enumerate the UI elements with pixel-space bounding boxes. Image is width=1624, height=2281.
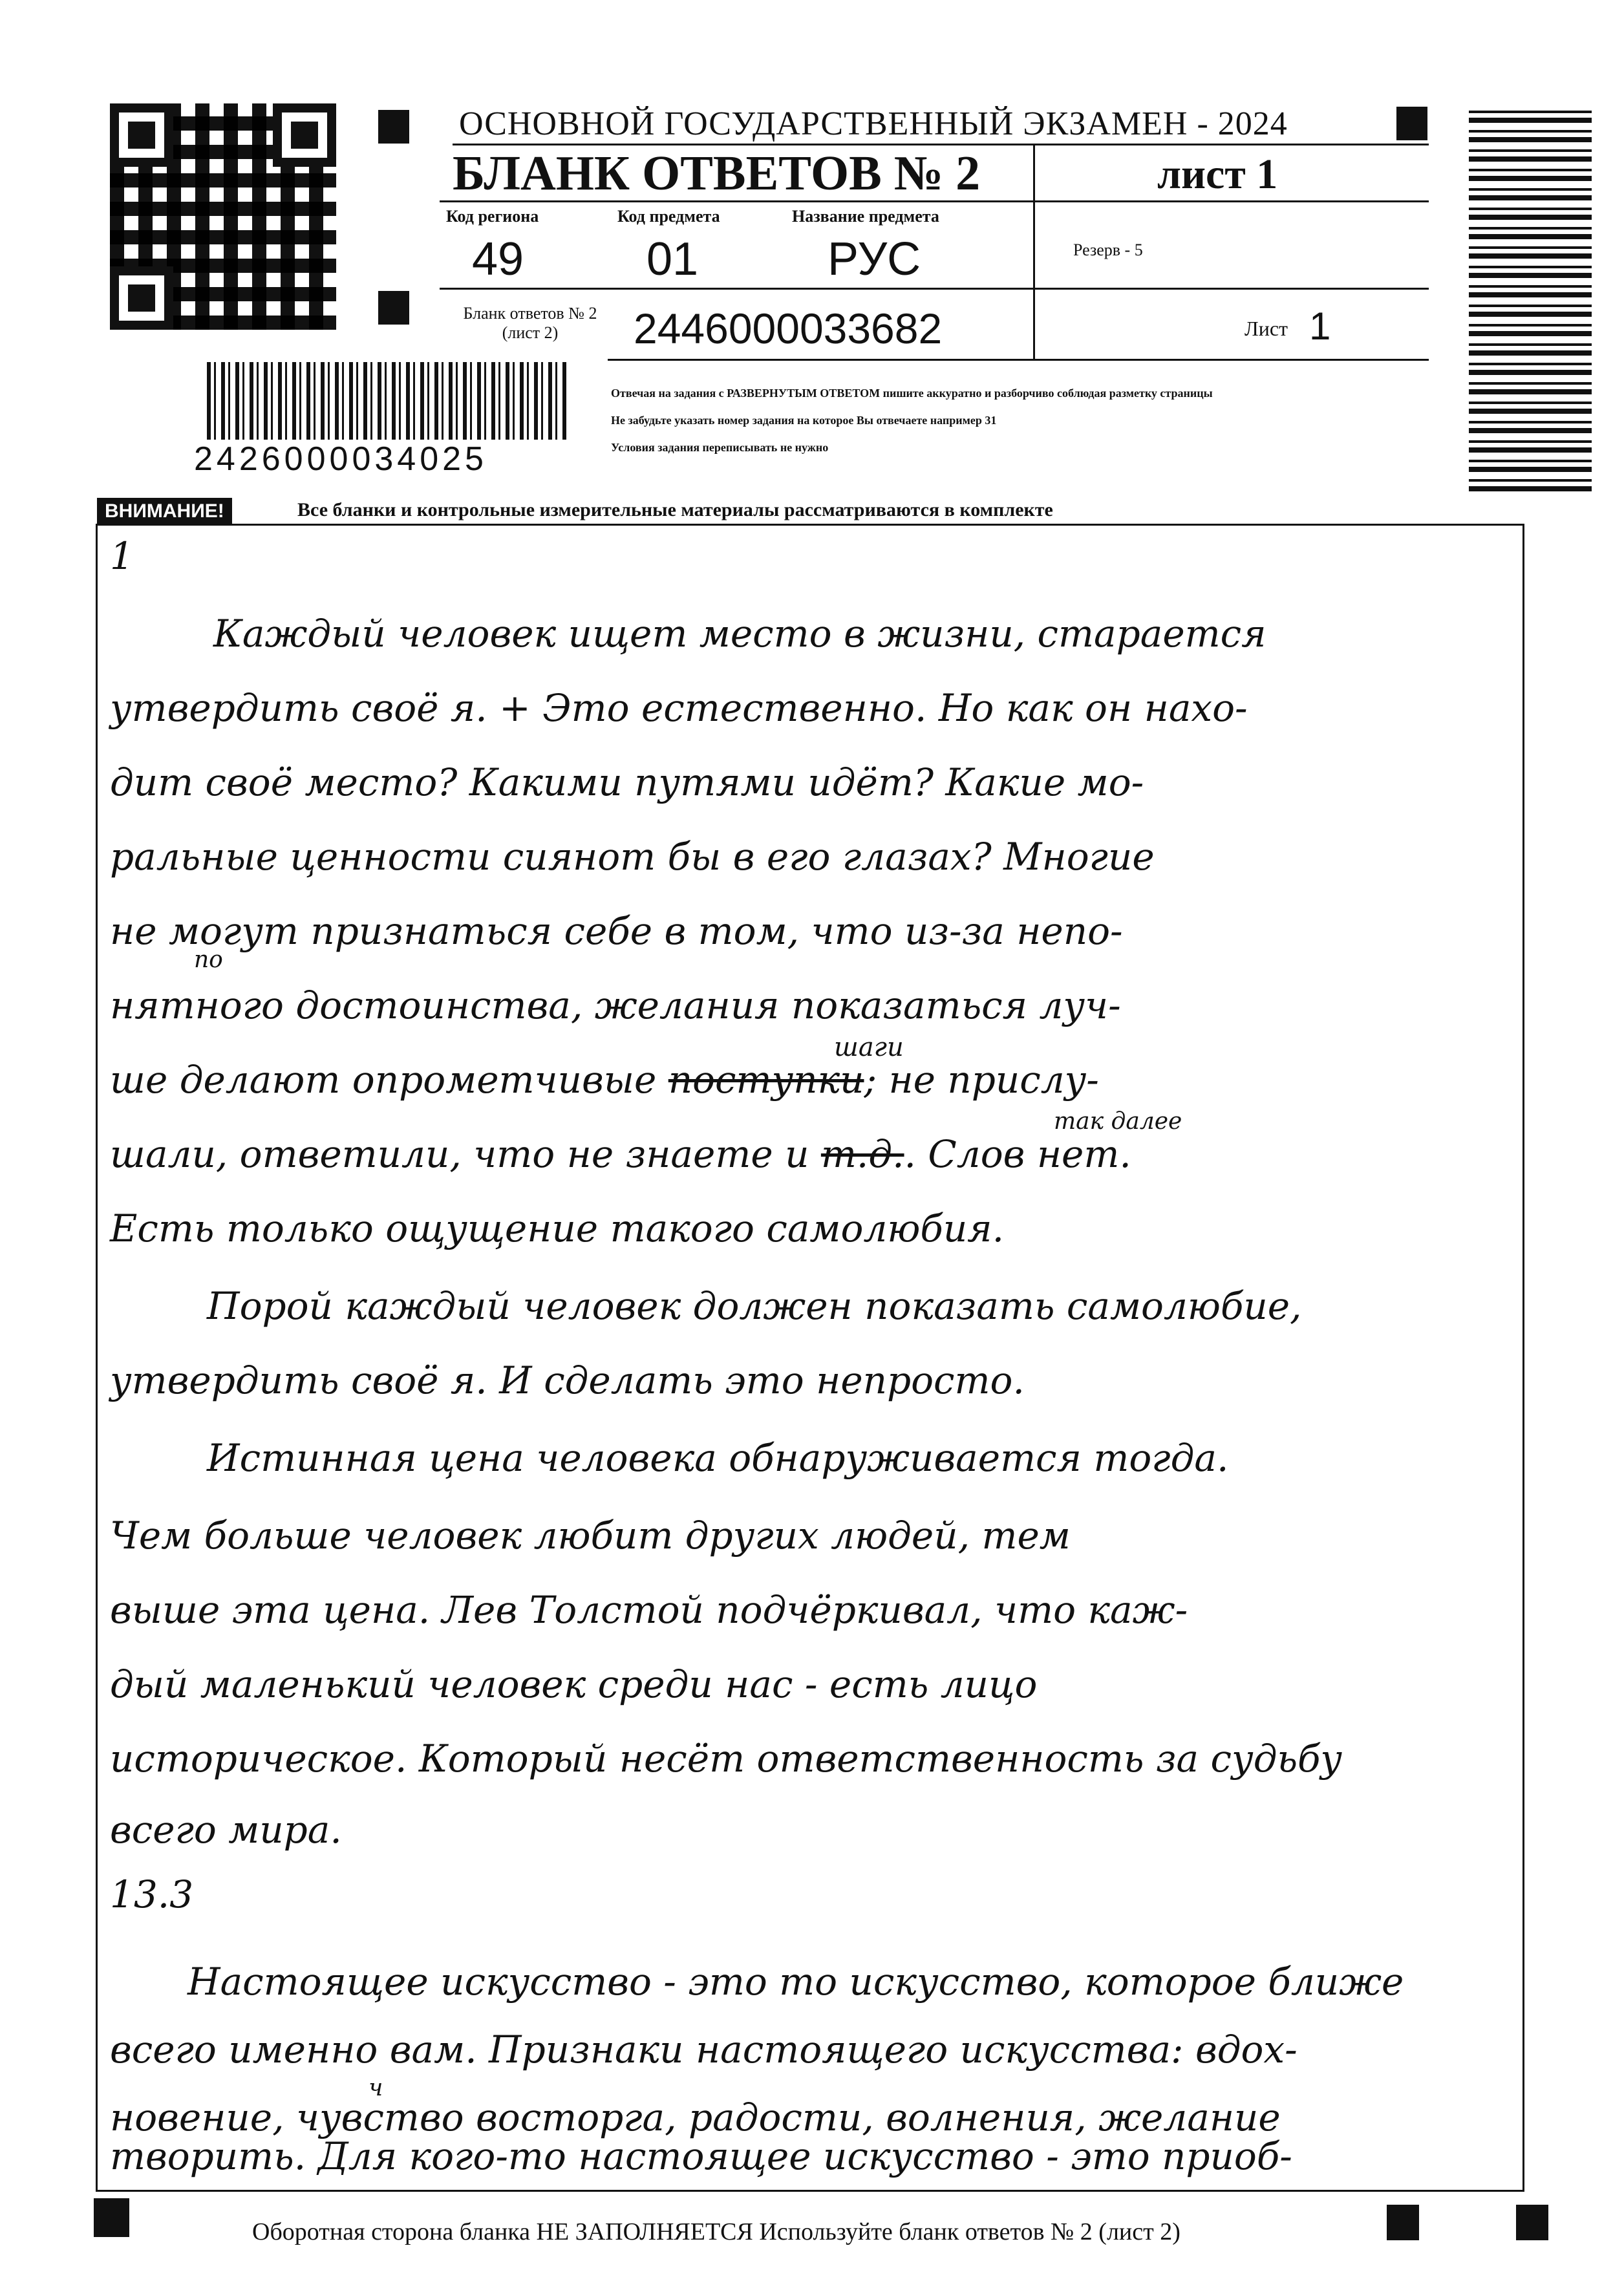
header-divider-3 (608, 359, 1429, 361)
answer-line-2: утвердить своё я. + Это естественно. Но как он нахо- (110, 686, 1248, 730)
warning-text: Все бланки и контрольные измерительные материалы рассматриваются в комплекте (297, 499, 1053, 520)
answer-line-7-a: ше делают опрометчивые (110, 1058, 657, 1102)
form2-label-line1: Бланк ответов № 2 (463, 304, 597, 323)
answer-insert-8: так далее (1054, 1108, 1182, 1135)
qr-eye-top-right (273, 103, 336, 167)
barcode-number: 2426000034025 (194, 440, 487, 478)
registration-mark-top-left (378, 110, 409, 144)
form2-label-line2: (лист 2) (502, 323, 559, 342)
answer-line-12: Истинная цена человека обнаруживается тогда. (207, 1436, 1229, 1480)
instruction-2: Не забудьте указать номер задания на которое Вы отвечаете например 31 (611, 414, 997, 427)
answer-line-8-a: шали, ответили, что не знаете и (110, 1132, 809, 1176)
qr-eye-bottom-left (110, 266, 173, 330)
answer-line-10: Порой каждый человек должен показать самолюбие, (207, 1284, 1302, 1328)
registration-mark-bottom-right-1 (1387, 2205, 1419, 2240)
answer-insert-20: ч (369, 2075, 383, 2101)
answer-line-8 (110, 1132, 1519, 1176)
region-code-label: Код региона (446, 207, 539, 226)
registration-mark-bottom-right-2 (1516, 2205, 1548, 2240)
answer-line-7-b: ; не прислу- (864, 1058, 1099, 1102)
answer-line-4: ральные ценности сиянот бы в его глазах? Многие (110, 835, 1155, 879)
footer-note: Оборотная сторона бланка НЕ ЗАПОЛНЯЕТСЯ Используйте бланк ответов № 2 (лист 2) (252, 2218, 1181, 2245)
answer-line-17: всего мира. (110, 1808, 342, 1852)
answer-line-18: Настоящее искусство - это то искусство, которое ближе (187, 1960, 1404, 2004)
registration-mark-mid-left (378, 291, 409, 325)
subject-name-label: Название предмета (792, 207, 939, 226)
subject-code: 01 (646, 233, 699, 285)
registration-mark-top-right (1396, 107, 1427, 140)
task-number-2: 13.3 (110, 1872, 194, 1916)
sheet-label: лист 1 (1157, 151, 1278, 198)
answer-line-5: не могут признаться себе в том, что из-за непо- (110, 909, 1123, 953)
warning-badge: ВНИМАНИЕ! (97, 498, 232, 525)
form-number: 2446000033682 (634, 305, 943, 352)
instruction-1: Отвечая на задания с РАЗВЕРНУТЫМ ОТВЕТОМ пишите аккуратно и разборчиво соблюдая разметку страницы (611, 387, 1213, 400)
task-number-1: 1 (110, 534, 134, 578)
answer-line-3: дит своё место? Какими путями идёт? Какие мо- (110, 760, 1144, 804)
answer-line-8-struck: т.д. (820, 1132, 904, 1176)
exam-title: ОСНОВНОЙ ГОСУДАРСТВЕННЫЙ ЭКЗАМЕН - 2024 (459, 105, 1288, 142)
sheet-number: 1 (1309, 305, 1331, 348)
header-divider-2 (440, 288, 1429, 290)
answer-line-6: нятного достоинства, желания показаться луч- (110, 983, 1121, 1027)
instruction-3: Условия задания переписывать не нужно (611, 441, 829, 454)
form-title: БЛАНК ОТВЕТОВ № 2 (453, 146, 981, 200)
answer-line-20: новение, чувство восторга, радости, волнения, желание (110, 2095, 1281, 2139)
answer-line-8-b: . Слов нет. (904, 1132, 1131, 1176)
reserve-label: Резерв - 5 (1073, 241, 1143, 259)
answer-line-7 (110, 1058, 1519, 1102)
horizontal-barcode (207, 362, 569, 440)
answer-line-19: всего именно вам. Признаки настоящего искусства: вдох- (110, 2028, 1298, 2072)
answer-line-15: дый маленький человек среди нас - есть лицо (110, 1662, 1038, 1706)
answer-line-14: выше эта цена. Лев Толстой подчёркивал, что каж- (110, 1588, 1188, 1632)
form2-label (440, 304, 621, 343)
answer-line-13: Чем больше человек любит других людей, тем (110, 1514, 1071, 1558)
region-code: 49 (472, 233, 524, 285)
subject-code-label: Код предмета (617, 207, 720, 226)
answer-line-9: Есть только ощущение такого самолюбия. (110, 1206, 1005, 1250)
answer-insert-7: шаги (834, 1033, 904, 1062)
answer-line-21: творить. Для кого-то настоящее искусство - это приоб- (110, 2134, 1292, 2178)
answer-line-16: историческое. Который несёт ответственность за судьбу (110, 1737, 1343, 1781)
answer-line-7-struck: поступки (668, 1058, 864, 1102)
answer-line-11: утвердить своё я. И сделать это непросто. (110, 1358, 1025, 1402)
qr-code (110, 103, 336, 330)
answer-line-1: Каждый человек ищет место в жизни, старается (213, 612, 1266, 656)
registration-mark-bottom-left (94, 2198, 129, 2237)
answer-insert-6: по (194, 947, 223, 973)
vertical-barcode (1469, 103, 1592, 491)
sheet-word: Лист (1245, 317, 1288, 340)
header-vertical-divider (1033, 145, 1035, 359)
header-divider-1 (440, 200, 1429, 202)
qr-eye-top-left (110, 103, 173, 167)
subject-name: РУС (828, 233, 921, 285)
